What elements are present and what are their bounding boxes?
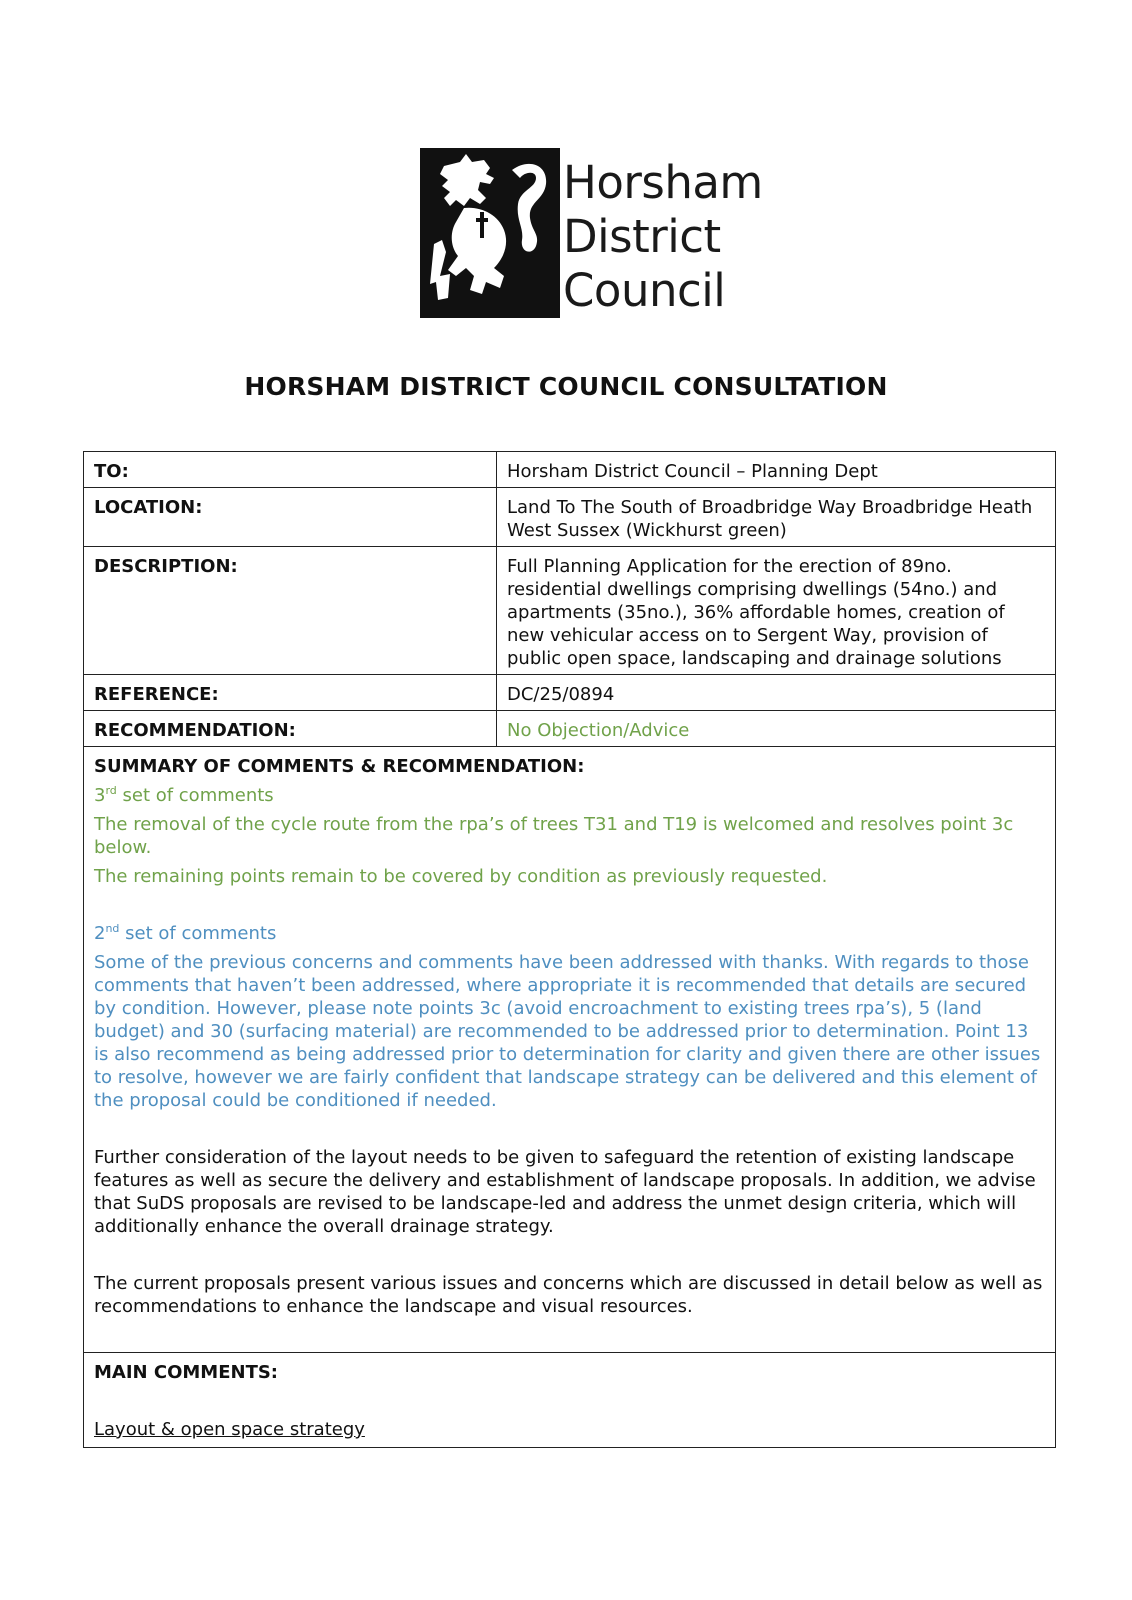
main-comments-cell xyxy=(84,1353,1056,1448)
field-value: Full Planning Application for the erection of 89no. residential dwellings comprising dwellings (54no.) and apartments (35no.), 36% affordable homes, creation of new vehicular access on to Sergent Way, provision of public open space, landscaping and drainage solutions xyxy=(497,547,1056,675)
field-value: Land To The South of Broadbridge Way Broadbridge Heath West Sussex (Wickhurst green) xyxy=(497,488,1056,547)
third-set-paragraph-1: The removal of the cycle route from the rpa’s of trees T31 and T19 is welcomed and resolves point 3c below. xyxy=(94,814,1014,858)
logo-word-1: Horsham xyxy=(563,156,763,209)
summary-heading: SUMMARY OF COMMENTS & RECOMMENDATION: xyxy=(94,756,585,777)
second-set-paragraph: Some of the previous concerns and comments have been addressed with thanks. With regards to those comments that haven’t been addressed, where appropriate it is recommended that details are secured by condition. However, please note points 3c (avoid encroachment to existing trees rpa’s), 5 (land budget) and 30 (surfacing material) are recommended to be addressed prior to determination. Point 13 is also recommend as being addressed prior to determination for clarity and given there are other issues to resolve, however we are fairly confident that landscape strategy can be delivered and this element of the proposal could be conditioned if needed. xyxy=(94,952,1041,1111)
field-label: REFERENCE: xyxy=(84,675,497,711)
logo-wordmark xyxy=(563,156,763,318)
table-row-reference xyxy=(84,675,1056,711)
ordinal: 2 xyxy=(94,923,106,944)
field-label: DESCRIPTION: xyxy=(84,547,497,675)
ordinal-suffix: rd xyxy=(105,784,117,797)
field-value: DC/25/0894 xyxy=(497,675,1056,711)
table-row-main-comments xyxy=(84,1353,1056,1448)
ordinal: 3 xyxy=(94,785,106,806)
logo-word-3: Council xyxy=(563,264,726,317)
field-value: Horsham District Council – Planning Dept xyxy=(497,452,1056,488)
lion-crest-icon xyxy=(420,148,560,318)
consultation-table xyxy=(83,451,1056,1448)
second-set-title xyxy=(94,922,1045,945)
table-row-location xyxy=(84,488,1056,547)
set-title-text: set of comments xyxy=(119,923,277,944)
field-label: TO: xyxy=(84,452,497,488)
table-row-description xyxy=(84,547,1056,675)
table-row-summary xyxy=(84,747,1056,1353)
summary-cell xyxy=(84,747,1056,1353)
ordinal-suffix: nd xyxy=(105,922,120,935)
field-label: LOCATION: xyxy=(84,488,497,547)
set-title-text: set of comments xyxy=(116,785,274,806)
further-consideration-paragraph: Further consideration of the layout needs to be given to safeguard the retention of existing landscape features as well as secure the delivery and establishment of landscape proposals. In addition, we advise that SuDS proposals are revised to be landscape-led and address the unmet design criteria, which will additionally enhance the overall drainage strategy. xyxy=(94,1147,1036,1237)
third-set-title xyxy=(94,784,1045,807)
current-proposals-paragraph: The current proposals present various issues and concerns which are discussed in detail below as well as recommendations to enhance the landscape and visual resources. xyxy=(94,1273,1043,1317)
third-set-paragraph-2: The remaining points remain to be covered by condition as previously requested. xyxy=(94,866,828,887)
layout-subheading: Layout & open space strategy xyxy=(94,1419,365,1440)
page-title: HORSHAM DISTRICT COUNCIL CONSULTATION xyxy=(244,372,888,401)
table-row-to xyxy=(84,452,1056,488)
field-label: RECOMMENDATION: xyxy=(84,711,497,747)
council-logo xyxy=(420,148,763,318)
logo-word-2: District xyxy=(563,210,721,263)
table-row-recommendation xyxy=(84,711,1056,747)
main-comments-heading: MAIN COMMENTS: xyxy=(94,1362,279,1383)
recommendation-value: No Objection/Advice xyxy=(497,711,1056,747)
